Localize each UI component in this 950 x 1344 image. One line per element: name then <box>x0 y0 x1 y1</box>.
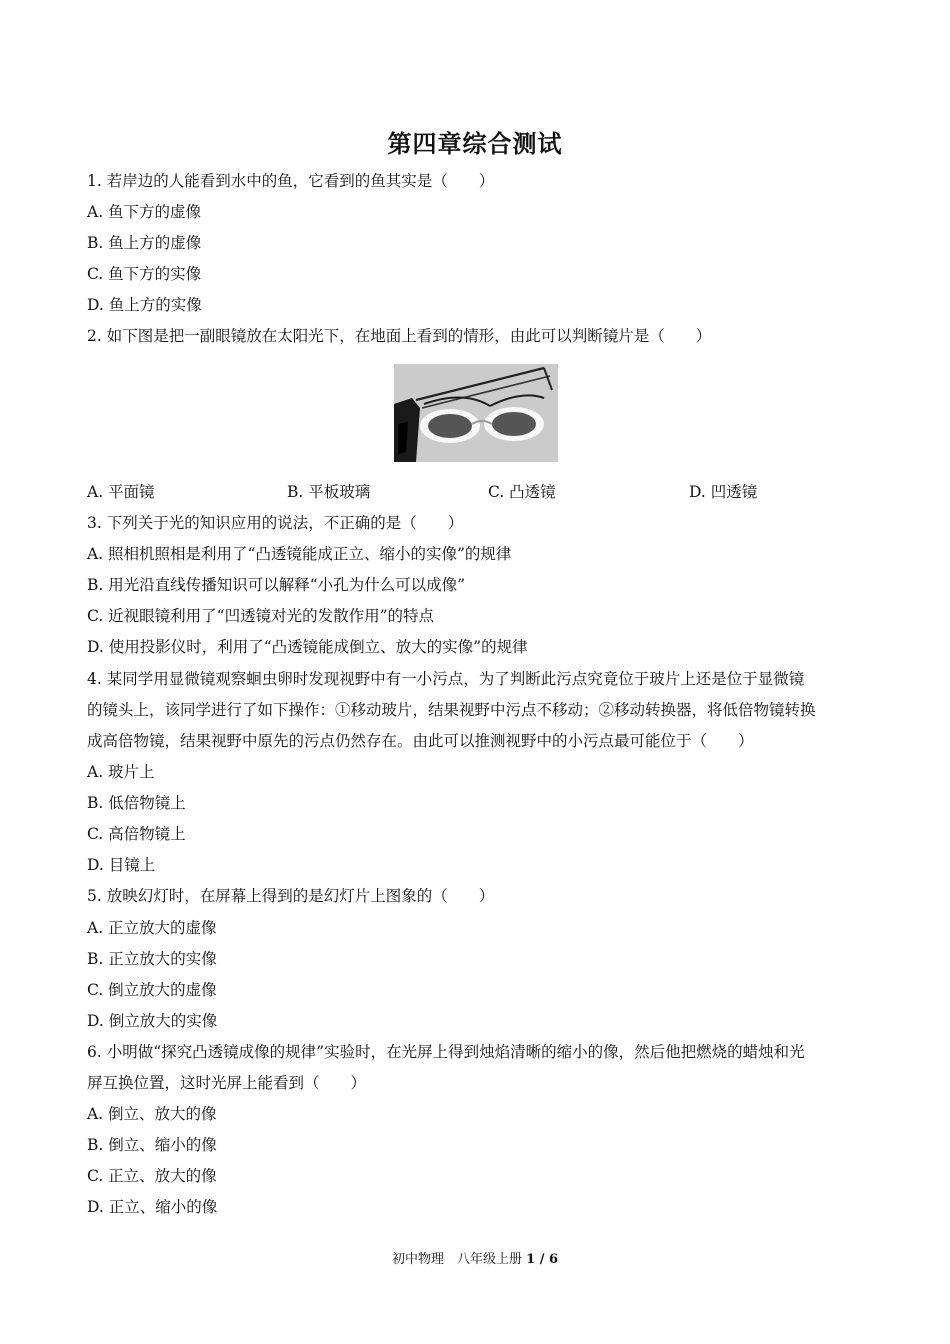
question-5-stem: 5. 放映幻灯时，在屏幕上得到的是幻灯片上图象的（ ） <box>87 887 495 905</box>
question-3-option-b: B. 用光沿直线传播知识可以解释“小孔为什么可以成像” <box>87 576 466 594</box>
page-footer <box>0 1248 950 1267</box>
question-6-option-c: C. 正立、放大的像 <box>87 1167 217 1185</box>
question-2-option-a: A. 平面镜 <box>87 483 155 501</box>
question-1-option-c: C. 鱼下方的实像 <box>87 265 202 283</box>
question-4-option-a: A. 玻片上 <box>87 763 155 781</box>
question-2-option-b: B. 平板玻璃 <box>287 483 371 501</box>
question-3-option-c: C. 近视眼镜利用了“凹透镜对光的发散作用”的特点 <box>87 607 435 625</box>
question-5-option-b: B. 正立放大的实像 <box>87 950 217 968</box>
question-2-stem: 2. 如下图是把一副眼镜放在太阳光下，在地面上看到的情形，由此可以判断镜片是（ ） <box>87 327 712 345</box>
question-4-option-d: D. 目镜上 <box>87 856 156 874</box>
question-1-option-a: A. 鱼下方的虚像 <box>87 203 202 221</box>
question-3-option-a: A. 照相机照相是利用了“凸透镜能成正立、缩小的实像”的规律 <box>87 545 512 563</box>
question-6-option-a: A. 倒立、放大的像 <box>87 1105 217 1123</box>
question-3-option-d: D. 使用投影仪时，利用了“凸透镜能成倒立、放大的实像”的规律 <box>87 638 528 656</box>
question-6-option-b: B. 倒立、缩小的像 <box>87 1136 217 1154</box>
question-6-stem-line-1: 6. 小明做“探究凸透镜成像的规律”实验时，在光屏上得到烛焰清晰的缩小的像，然后他把燃烧的蜡烛和光 <box>87 1043 805 1061</box>
question-6-stem-line-2: 屏互换位置，这时光屏上能看到（ ） <box>87 1074 367 1092</box>
question-5-option-d: D. 倒立放大的实像 <box>87 1012 218 1030</box>
footer-subject: 初中物理 八年级上册 <box>391 1252 522 1267</box>
question-6-option-d: D. 正立、缩小的像 <box>87 1198 218 1216</box>
question-4-stem-line-1: 4. 某同学用显微镜观察蛔虫卵时发现视野中有一小污点，为了判断此污点究竟位于玻片上还是位于显微镜 <box>87 670 805 688</box>
question-4-stem-line-3: 成高倍物镜，结果视野中原先的污点仍然存在。由此可以推测视野中的小污点最可能位于（ ） <box>87 732 754 750</box>
question-4-option-c: C. 高倍物镜上 <box>87 825 186 843</box>
question-1-option-d: D. 鱼上方的实像 <box>87 296 202 314</box>
question-5-option-c: C. 倒立放大的虚像 <box>87 981 217 999</box>
question-4-stem-line-2: 的镜头上，该同学进行了如下操作：①移动玻片，结果视野中污点不移动；②移动转换器，将低倍物镜转换 <box>87 701 816 719</box>
question-1-option-b: B. 鱼上方的虚像 <box>87 234 202 252</box>
page-title: 第四章综合测试 <box>387 130 563 158</box>
question-3-stem: 3. 下列关于光的知识应用的说法，不正确的是（ ） <box>87 514 464 532</box>
page-number: 1 / 6 <box>526 1252 559 1267</box>
question-2-option-c: C. 凸透镜 <box>488 483 556 501</box>
question-1-stem: 1. 若岸边的人能看到水中的鱼，它看到的鱼其实是（ ） <box>87 172 495 190</box>
question-5-option-a: A. 正立放大的虚像 <box>87 919 217 937</box>
question-4-option-b: B. 低倍物镜上 <box>87 794 186 812</box>
question-2-option-d: D. 凹透镜 <box>689 483 758 501</box>
glasses-shadow-photo <box>394 364 558 462</box>
